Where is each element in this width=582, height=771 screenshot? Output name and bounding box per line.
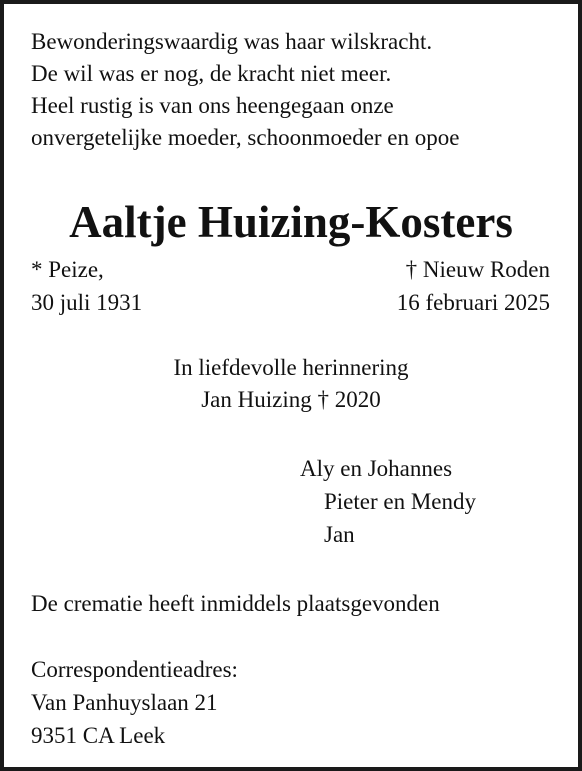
intro-line: Bewonderingswaardig was haar wilskracht. bbox=[31, 29, 433, 54]
death-info bbox=[397, 254, 550, 320]
family-member: Pieter en Mendy bbox=[324, 489, 477, 514]
intro-line: onvergetelijke moeder, schoonmoeder en opoe bbox=[31, 125, 460, 150]
family-list bbox=[300, 453, 476, 552]
cremation-notice: De crematie heeft inmiddels plaatsgevonden bbox=[31, 591, 440, 616]
birth-info bbox=[31, 254, 142, 320]
family-member: Aly en Johannes bbox=[300, 456, 453, 481]
in-memory-block bbox=[4, 352, 578, 416]
memory-spouse: Jan Huizing † 2020 bbox=[201, 387, 381, 412]
death-date: 16 februari 2025 bbox=[396, 290, 550, 315]
address-city: 9351 CA Leek bbox=[31, 723, 166, 748]
memory-heading: In liefdevolle herinnering bbox=[173, 355, 409, 380]
intro-poem bbox=[31, 26, 459, 154]
intro-line: De wil was er nog, de kracht niet meer. bbox=[31, 61, 392, 86]
family-member: Jan bbox=[324, 522, 355, 547]
death-place: † Nieuw Roden bbox=[405, 257, 550, 282]
address-label: Correspondentieadres: bbox=[31, 657, 238, 682]
birth-date: 30 juli 1931 bbox=[31, 290, 143, 315]
address-street: Van Panhuyslaan 21 bbox=[31, 690, 218, 715]
correspondence-address bbox=[31, 654, 238, 753]
deceased-name: Aaltje Huizing-Kosters bbox=[69, 197, 513, 247]
intro-line: Heel rustig is van ons heengegaan onze bbox=[31, 93, 394, 118]
birth-place: * Peize, bbox=[31, 257, 104, 282]
